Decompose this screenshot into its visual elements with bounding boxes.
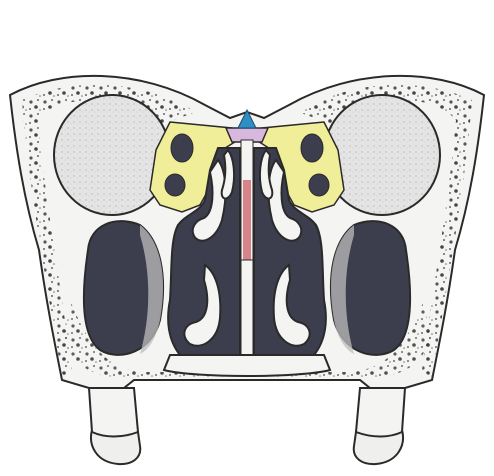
- nasal-septum-vomer: [243, 180, 251, 260]
- teeth: [89, 388, 405, 464]
- nasal-septum-lower: [241, 260, 253, 358]
- ethmoid-cell: [165, 174, 185, 196]
- ethmoid-cell: [171, 134, 193, 162]
- alveolar-process-right: [356, 388, 405, 437]
- orbit-right: [324, 95, 440, 215]
- hard-palate: [164, 355, 330, 376]
- ethmoid-cell: [301, 134, 323, 162]
- alveolar-process-left: [89, 388, 138, 437]
- orbit-left: [54, 95, 170, 215]
- ethmoid-cell: [309, 174, 329, 196]
